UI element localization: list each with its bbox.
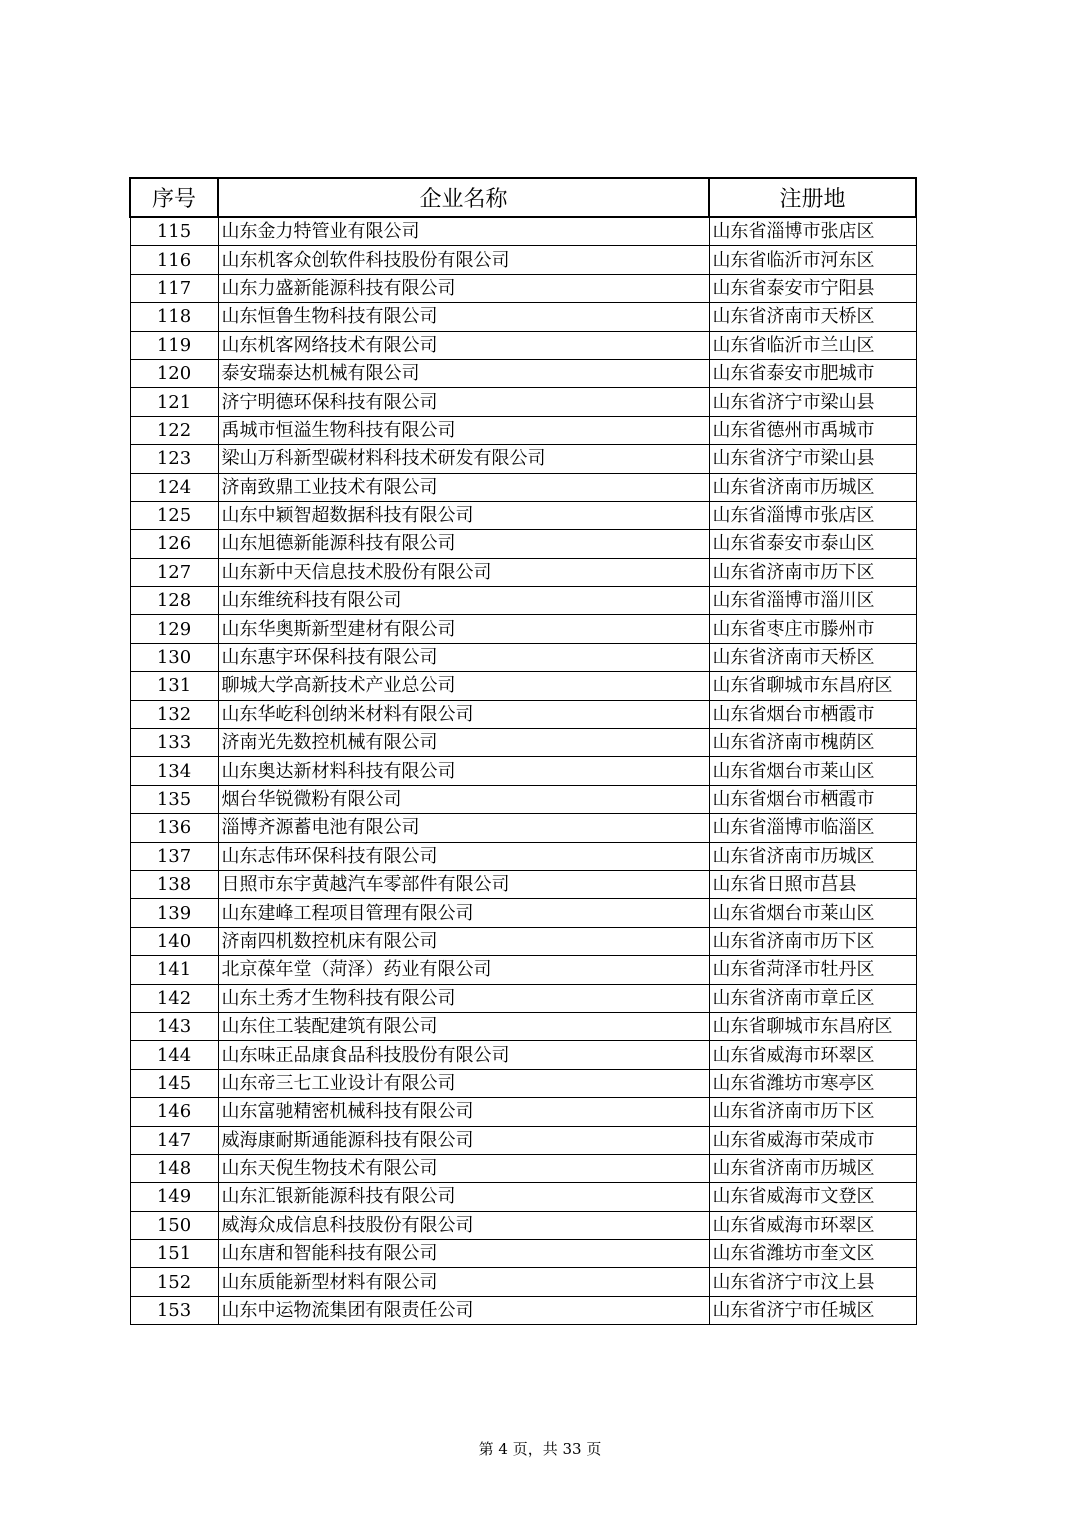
registered-location-cell: 山东省菏泽市牡丹区	[709, 956, 916, 984]
registered-location-cell: 山东省泰安市宁阳县	[709, 274, 916, 302]
serial-number-cell: 150	[130, 1211, 218, 1239]
table-row	[130, 217, 916, 246]
table-row	[130, 1154, 916, 1182]
table-row	[130, 1012, 916, 1040]
table-row	[130, 445, 916, 473]
company-name-cell: 山东中运物流集团有限责任公司	[218, 1296, 709, 1324]
registered-location-cell: 山东省聊城市东昌府区	[709, 672, 916, 700]
table-row	[130, 530, 916, 558]
registered-location-cell: 山东省济南市天桥区	[709, 643, 916, 671]
table-row	[130, 359, 916, 387]
table-row	[130, 1183, 916, 1211]
table-row	[130, 473, 916, 501]
serial-number-cell: 140	[130, 927, 218, 955]
serial-number-cell: 142	[130, 984, 218, 1012]
table-row	[130, 1069, 916, 1097]
registered-location-cell: 山东省威海市环翠区	[709, 1211, 916, 1239]
registered-location-cell: 山东省济宁市梁山县	[709, 445, 916, 473]
registered-location-cell: 山东省济宁市任城区	[709, 1296, 916, 1324]
table-row	[130, 729, 916, 757]
registered-location-cell: 山东省济南市槐荫区	[709, 729, 916, 757]
registered-location-cell: 山东省潍坊市奎文区	[709, 1240, 916, 1268]
company-name-cell: 山东机客网络技术有限公司	[218, 331, 709, 359]
header-registered-location: 注册地	[709, 178, 916, 217]
serial-number-cell: 127	[130, 558, 218, 586]
table-row	[130, 615, 916, 643]
registered-location-cell: 山东省烟台市栖霞市	[709, 785, 916, 813]
serial-number-cell: 137	[130, 842, 218, 870]
table-row	[130, 643, 916, 671]
registered-location-cell: 山东省淄博市张店区	[709, 217, 916, 246]
company-name-cell: 山东金力特管业有限公司	[218, 217, 709, 246]
serial-number-cell: 152	[130, 1268, 218, 1296]
registered-location-cell: 山东省临沂市河东区	[709, 246, 916, 274]
company-name-cell: 泰安瑞泰达机械有限公司	[218, 359, 709, 387]
table-row	[130, 1041, 916, 1069]
company-name-cell: 山东土秀才生物科技有限公司	[218, 984, 709, 1012]
serial-number-cell: 148	[130, 1154, 218, 1182]
company-name-cell: 山东味正品康食品科技股份有限公司	[218, 1041, 709, 1069]
company-name-cell: 山东唐和智能科技有限公司	[218, 1240, 709, 1268]
company-name-cell: 济宁明德环保科技有限公司	[218, 388, 709, 416]
table-row	[130, 785, 916, 813]
registered-location-cell: 山东省日照市莒县	[709, 870, 916, 898]
company-name-cell: 山东富驰精密机械科技有限公司	[218, 1098, 709, 1126]
company-name-cell: 威海康耐斯通能源科技有限公司	[218, 1126, 709, 1154]
table-row	[130, 842, 916, 870]
registered-location-cell: 山东省济南市历下区	[709, 1098, 916, 1126]
table-row	[130, 984, 916, 1012]
registered-location-cell: 山东省威海市文登区	[709, 1183, 916, 1211]
serial-number-cell: 129	[130, 615, 218, 643]
serial-number-cell: 147	[130, 1126, 218, 1154]
serial-number-cell: 119	[130, 331, 218, 359]
serial-number-cell: 143	[130, 1012, 218, 1040]
serial-number-cell: 133	[130, 729, 218, 757]
company-name-cell: 山东旭德新能源科技有限公司	[218, 530, 709, 558]
company-name-cell: 日照市东宇黄越汽车零部件有限公司	[218, 870, 709, 898]
table-row	[130, 558, 916, 586]
company-name-cell: 山东奥达新材料科技有限公司	[218, 757, 709, 785]
registered-location-cell: 山东省德州市禹城市	[709, 416, 916, 444]
serial-number-cell: 120	[130, 359, 218, 387]
header-serial-number: 序号	[130, 178, 218, 217]
company-name-cell: 山东质能新型材料有限公司	[218, 1268, 709, 1296]
header-row	[130, 178, 916, 217]
company-name-cell: 山东帝三七工业设计有限公司	[218, 1069, 709, 1097]
registered-location-cell: 山东省烟台市栖霞市	[709, 700, 916, 728]
registered-location-cell: 山东省潍坊市寒亭区	[709, 1069, 916, 1097]
table-row	[130, 956, 916, 984]
table-row	[130, 899, 916, 927]
registered-location-cell: 山东省济宁市梁山县	[709, 388, 916, 416]
serial-number-cell: 141	[130, 956, 218, 984]
registered-location-cell: 山东省济南市历城区	[709, 1154, 916, 1182]
serial-number-cell: 130	[130, 643, 218, 671]
table-row	[130, 1126, 916, 1154]
registered-location-cell: 山东省济南市历城区	[709, 473, 916, 501]
serial-number-cell: 135	[130, 785, 218, 813]
company-name-cell: 山东中颖智超数据科技有限公司	[218, 501, 709, 529]
enterprise-table-container	[129, 177, 915, 1325]
registered-location-cell: 山东省济南市章丘区	[709, 984, 916, 1012]
company-name-cell: 禹城市恒溢生物科技有限公司	[218, 416, 709, 444]
company-name-cell: 山东住工装配建筑有限公司	[218, 1012, 709, 1040]
registered-location-cell: 山东省烟台市莱山区	[709, 757, 916, 785]
registered-location-cell: 山东省泰安市肥城市	[709, 359, 916, 387]
table-body	[130, 217, 916, 1325]
registered-location-cell: 山东省淄博市临淄区	[709, 814, 916, 842]
registered-location-cell: 山东省威海市环翠区	[709, 1041, 916, 1069]
header-company-name: 企业名称	[218, 178, 709, 217]
serial-number-cell: 118	[130, 303, 218, 331]
table-row	[130, 274, 916, 302]
serial-number-cell: 122	[130, 416, 218, 444]
table-row	[130, 1240, 916, 1268]
table-header	[130, 178, 916, 217]
company-name-cell: 山东惠宇环保科技有限公司	[218, 643, 709, 671]
registered-location-cell: 山东省威海市荣成市	[709, 1126, 916, 1154]
company-name-cell: 山东华奥斯新型建材有限公司	[218, 615, 709, 643]
company-name-cell: 山东天倪生物技术有限公司	[218, 1154, 709, 1182]
registered-location-cell: 山东省淄博市淄川区	[709, 587, 916, 615]
serial-number-cell: 145	[130, 1069, 218, 1097]
company-name-cell: 聊城大学高新技术产业总公司	[218, 672, 709, 700]
table-row	[130, 1098, 916, 1126]
registered-location-cell: 山东省泰安市泰山区	[709, 530, 916, 558]
serial-number-cell: 139	[130, 899, 218, 927]
serial-number-cell: 128	[130, 587, 218, 615]
serial-number-cell: 115	[130, 217, 218, 246]
serial-number-cell: 121	[130, 388, 218, 416]
serial-number-cell: 149	[130, 1183, 218, 1211]
serial-number-cell: 134	[130, 757, 218, 785]
registered-location-cell: 山东省济南市历下区	[709, 558, 916, 586]
company-name-cell: 山东恒鲁生物科技有限公司	[218, 303, 709, 331]
registered-location-cell: 山东省济宁市汶上县	[709, 1268, 916, 1296]
serial-number-cell: 138	[130, 870, 218, 898]
serial-number-cell: 153	[130, 1296, 218, 1324]
serial-number-cell: 124	[130, 473, 218, 501]
table-row	[130, 757, 916, 785]
company-name-cell: 济南光先数控机械有限公司	[218, 729, 709, 757]
serial-number-cell: 116	[130, 246, 218, 274]
serial-number-cell: 126	[130, 530, 218, 558]
table-row	[130, 672, 916, 700]
company-name-cell: 济南四机数控机床有限公司	[218, 927, 709, 955]
serial-number-cell: 151	[130, 1240, 218, 1268]
table-row	[130, 870, 916, 898]
serial-number-cell: 136	[130, 814, 218, 842]
table-row	[130, 416, 916, 444]
registered-location-cell: 山东省济南市历城区	[709, 842, 916, 870]
table-row	[130, 303, 916, 331]
company-name-cell: 山东机客众创软件科技股份有限公司	[218, 246, 709, 274]
company-name-cell: 淄博齐源蓄电池有限公司	[218, 814, 709, 842]
company-name-cell: 烟台华锐微粉有限公司	[218, 785, 709, 813]
serial-number-cell: 146	[130, 1098, 218, 1126]
registered-location-cell: 山东省枣庄市滕州市	[709, 615, 916, 643]
registered-location-cell: 山东省淄博市张店区	[709, 501, 916, 529]
table-row	[130, 246, 916, 274]
enterprise-table	[129, 177, 917, 1325]
serial-number-cell: 131	[130, 672, 218, 700]
company-name-cell: 威海众成信息科技股份有限公司	[218, 1211, 709, 1239]
company-name-cell: 山东志伟环保科技有限公司	[218, 842, 709, 870]
registered-location-cell: 山东省济南市历下区	[709, 927, 916, 955]
serial-number-cell: 117	[130, 274, 218, 302]
company-name-cell: 山东维统科技有限公司	[218, 587, 709, 615]
company-name-cell: 北京葆年堂（菏泽）药业有限公司	[218, 956, 709, 984]
table-row	[130, 814, 916, 842]
table-row	[130, 1268, 916, 1296]
serial-number-cell: 123	[130, 445, 218, 473]
company-name-cell: 济南致鼎工业技术有限公司	[218, 473, 709, 501]
serial-number-cell: 144	[130, 1041, 218, 1069]
table-row	[130, 388, 916, 416]
page-footer: 第 4 页，共 33 页	[478, 1440, 602, 1458]
company-name-cell: 山东汇银新能源科技有限公司	[218, 1183, 709, 1211]
registered-location-cell: 山东省聊城市东昌府区	[709, 1012, 916, 1040]
table-row	[130, 587, 916, 615]
company-name-cell: 梁山万科新型碳材料科技术研发有限公司	[218, 445, 709, 473]
company-name-cell: 山东建峰工程项目管理有限公司	[218, 899, 709, 927]
serial-number-cell: 132	[130, 700, 218, 728]
serial-number-cell: 125	[130, 501, 218, 529]
company-name-cell: 山东力盛新能源科技有限公司	[218, 274, 709, 302]
table-row	[130, 331, 916, 359]
company-name-cell: 山东新中天信息技术股份有限公司	[218, 558, 709, 586]
table-row	[130, 927, 916, 955]
company-name-cell: 山东华屹科创纳米材料有限公司	[218, 700, 709, 728]
registered-location-cell: 山东省烟台市莱山区	[709, 899, 916, 927]
registered-location-cell: 山东省临沂市兰山区	[709, 331, 916, 359]
table-row	[130, 1211, 916, 1239]
table-row	[130, 1296, 916, 1324]
registered-location-cell: 山东省济南市天桥区	[709, 303, 916, 331]
table-row	[130, 700, 916, 728]
table-row	[130, 501, 916, 529]
